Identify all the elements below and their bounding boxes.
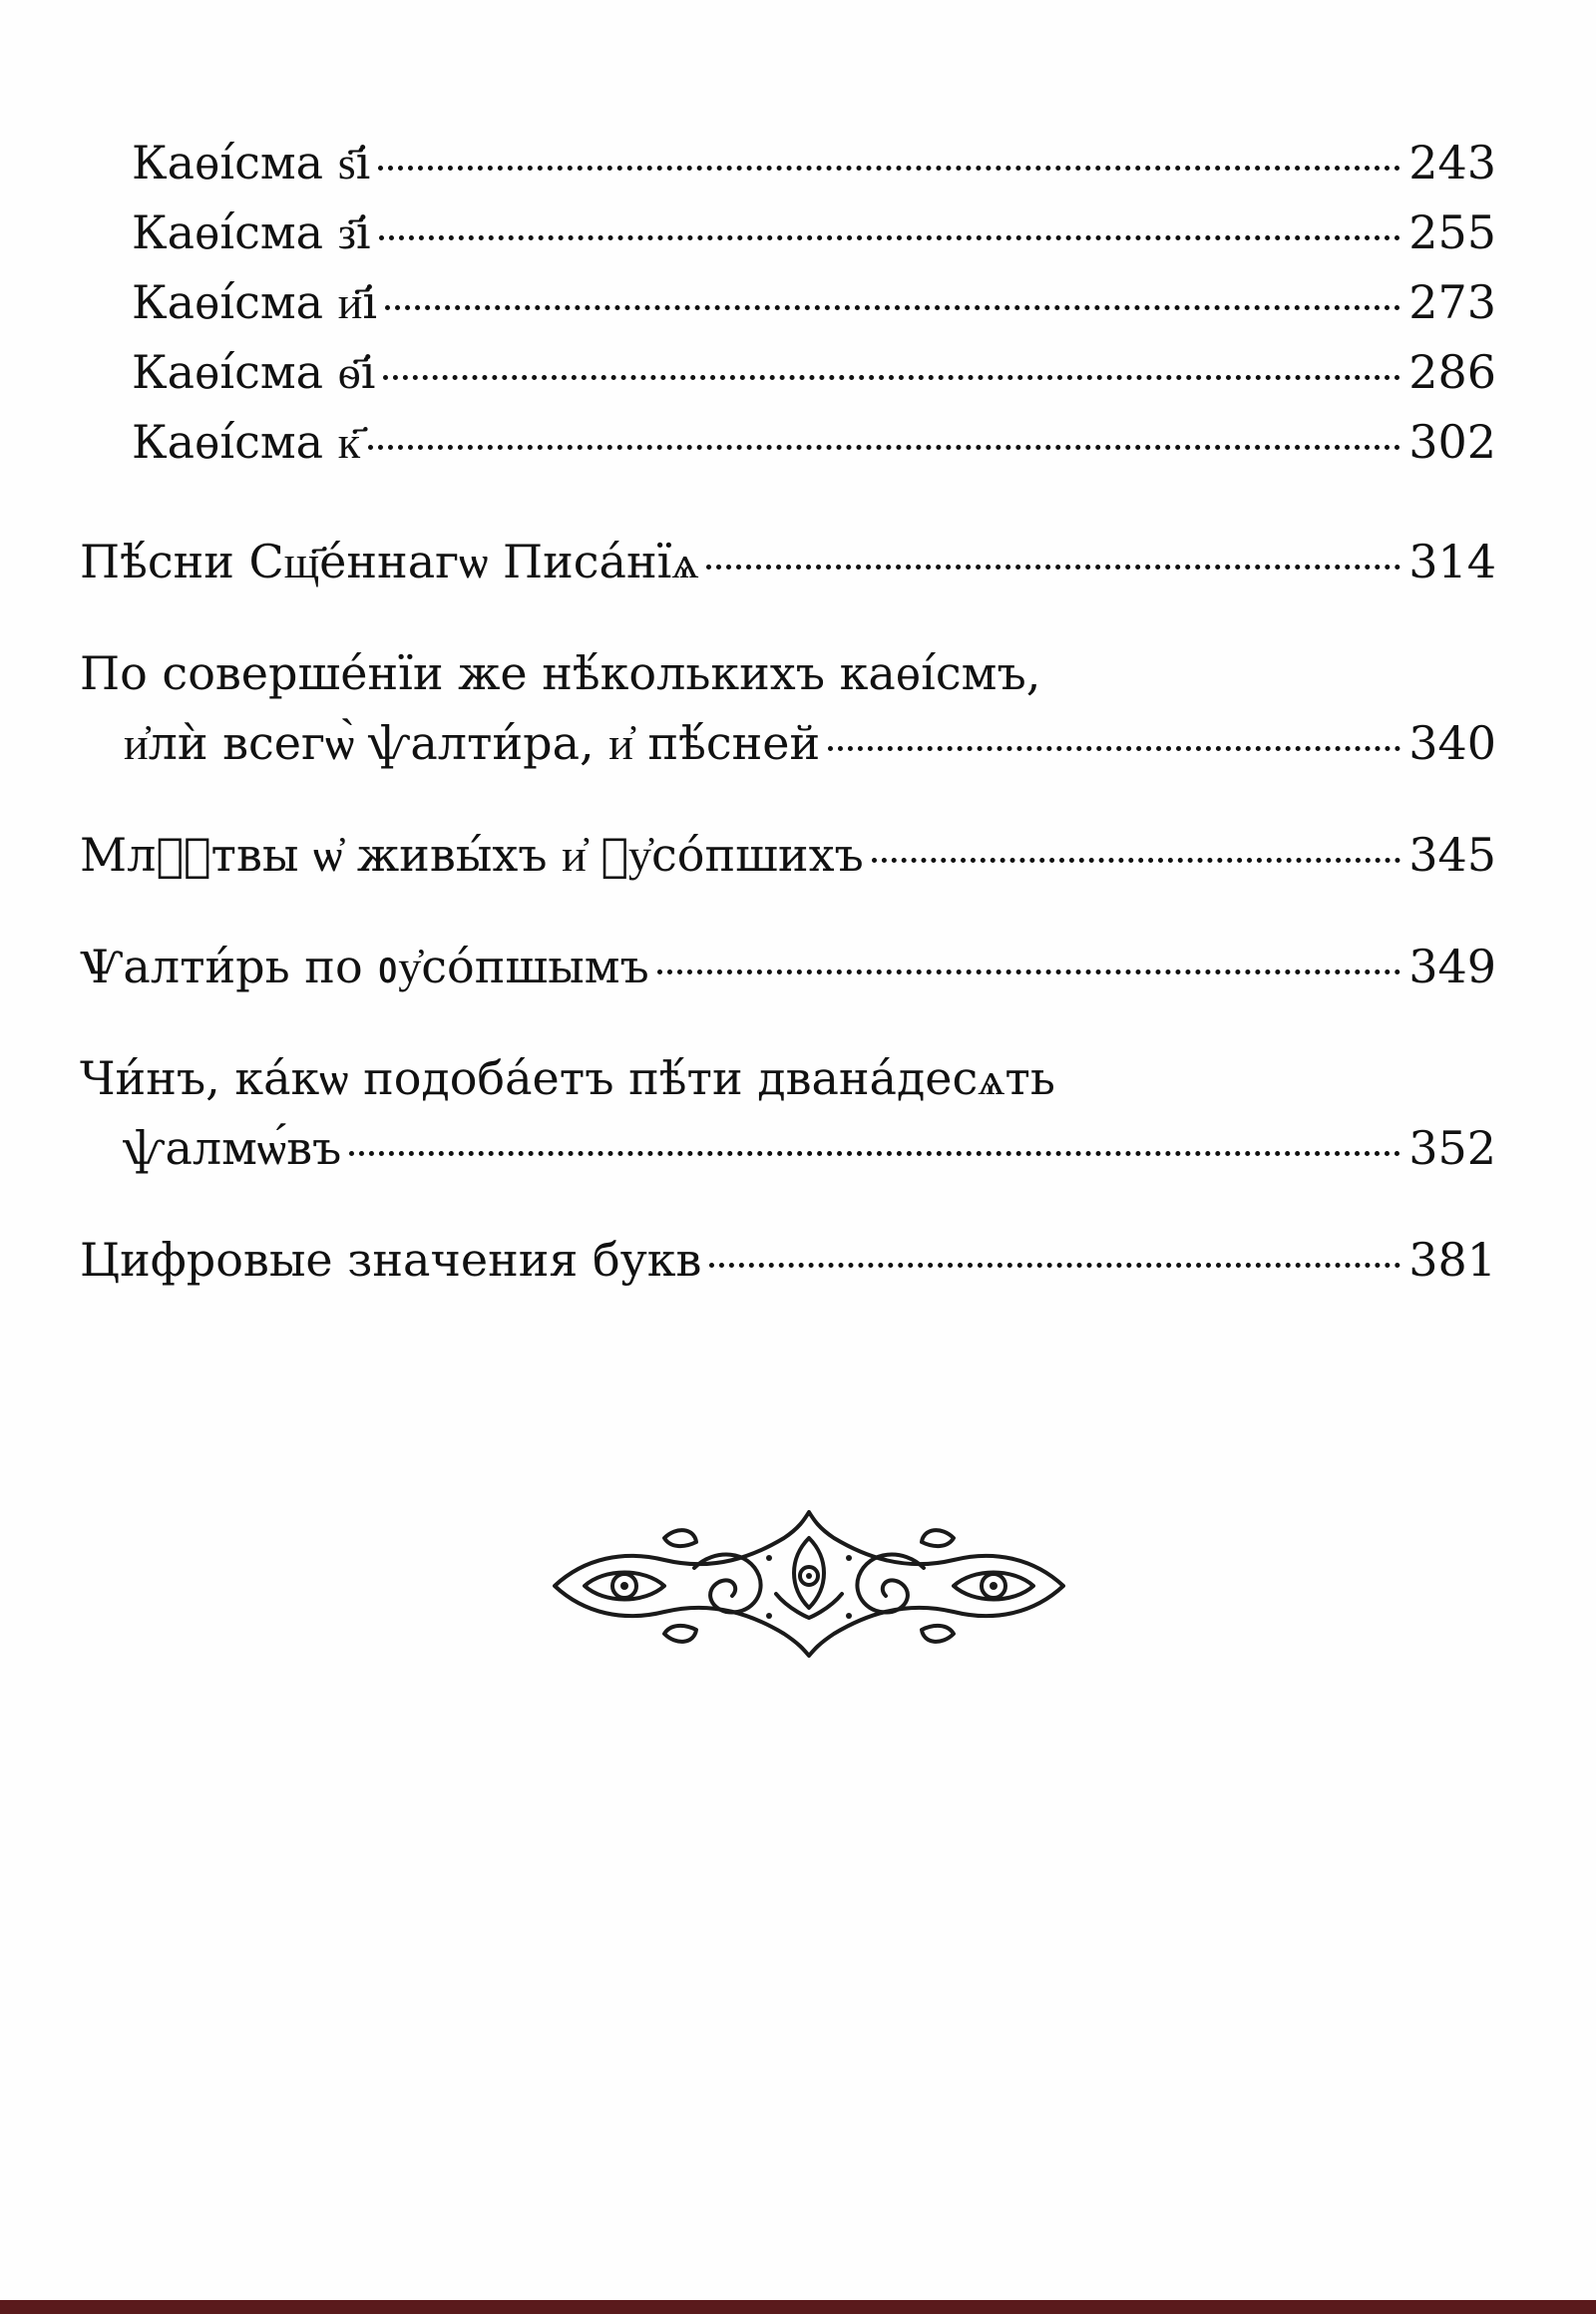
toc-page-number: 381 — [1408, 1233, 1496, 1287]
toc-entry-prayers-living-departed[interactable] — [80, 820, 1496, 890]
dot-leader — [349, 1151, 1400, 1156]
dot-leader — [828, 746, 1400, 751]
toc-entry-numeric-values[interactable] — [80, 1225, 1496, 1295]
toc-entry-title: Каѳі́сма и҃і — [132, 275, 378, 329]
dot-leader — [385, 305, 1400, 310]
toc-entry-title: Цифровые значения букв — [80, 1233, 702, 1287]
toc-entry-kathisma-19[interactable] — [80, 337, 1496, 407]
toc-page-number: 302 — [1408, 415, 1496, 469]
toc-page-number: 243 — [1408, 136, 1496, 190]
dot-leader — [872, 858, 1400, 863]
toc-entry-title-continued: и҆лѝ всегѡ̀ ѱалти́ра, и҆ пѣ́сней — [124, 716, 821, 770]
dot-leader — [378, 166, 1400, 171]
dot-leader — [383, 375, 1400, 380]
toc-entry-title: Каѳі́сма ѕ҃і — [132, 136, 371, 190]
toc-entry-twelve-psalms[interactable] — [80, 1043, 1496, 1183]
dot-leader — [379, 235, 1401, 240]
toc-entry-title: Каѳі́сма к҃ — [132, 415, 361, 469]
toc-page-number: 273 — [1408, 275, 1496, 329]
toc-page-number: 314 — [1408, 535, 1496, 588]
toc-page-number: 286 — [1408, 345, 1496, 399]
toc-entry-songs-of-scripture[interactable] — [80, 527, 1496, 596]
toc-page-number: 340 — [1408, 716, 1496, 770]
page-bottom-border — [0, 2300, 1596, 2314]
toc-page-number: 349 — [1408, 940, 1496, 993]
toc-entry-title: Чи́нъ, ка́кѡ подоба́етъ пѣ́ти двана́десѧть — [80, 1051, 1055, 1105]
floral-tailpiece-ornament-icon — [545, 1498, 1073, 1658]
toc-page-number: 345 — [1408, 828, 1496, 882]
toc-entry-after-kathismas[interactable] — [80, 638, 1496, 778]
toc-entry-title: Пѣ́сни Сщ҃е́ннагѡ Писа́нїѧ — [80, 535, 699, 588]
toc-entry-title: Млⷭ҇твы ѡ҆ живы́хъ и҆ ᲂу҆со́пшихъ — [80, 828, 864, 882]
toc-entry-kathisma-16[interactable] — [80, 128, 1496, 197]
toc-entry-psalter-for-departed[interactable] — [80, 932, 1496, 1001]
dot-leader — [657, 969, 1400, 974]
toc-page-number: 352 — [1408, 1121, 1496, 1175]
toc-page-number: 255 — [1408, 205, 1496, 259]
toc-entry-title: Каѳі́сма ѳ҃і — [132, 345, 376, 399]
toc-entry-kathisma-18[interactable] — [80, 267, 1496, 337]
toc-entry-title: Ѱалти́рь по ᲂу҆со́пшымъ — [80, 940, 649, 993]
dot-leader — [368, 445, 1400, 450]
toc-entry-title: Каѳі́сма з҃і — [132, 205, 371, 259]
toc-entry-title-continued: ѱалмѡ́въ — [124, 1121, 342, 1175]
toc-entry-title: По соверше́нїи же нѣ́колькихъ каѳі́смъ, — [80, 646, 1041, 700]
table-of-contents — [80, 128, 1496, 1295]
dot-leader — [706, 565, 1400, 570]
toc-entry-kathisma-20[interactable] — [80, 407, 1496, 477]
dot-leader — [709, 1263, 1400, 1268]
toc-entry-kathisma-17[interactable] — [80, 197, 1496, 267]
